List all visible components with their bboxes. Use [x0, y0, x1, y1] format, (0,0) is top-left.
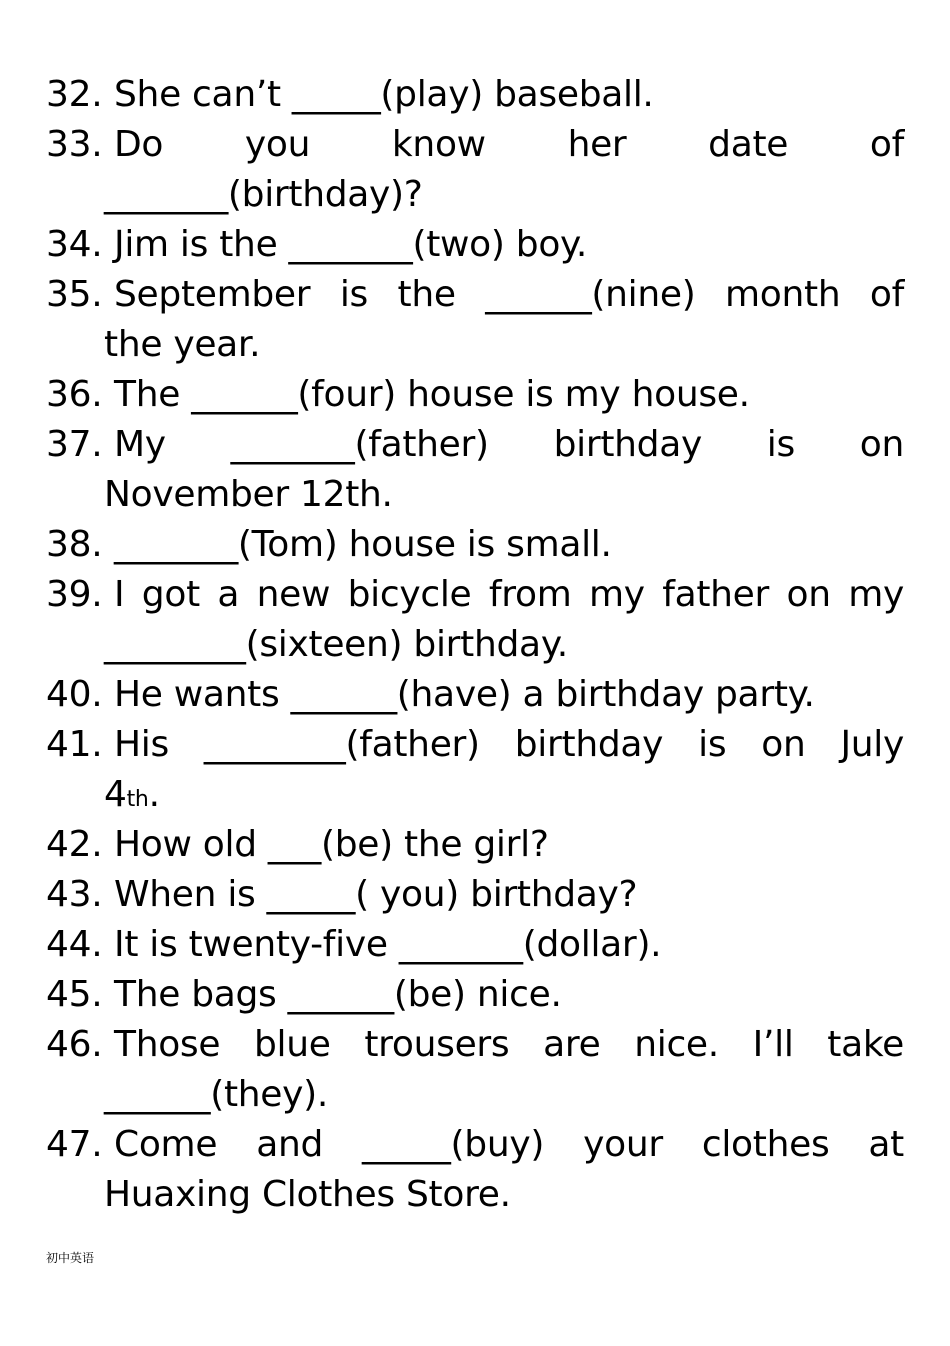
question-text: Jim is the _______(two) boy.: [114, 224, 588, 265]
question-number: 42.: [46, 824, 103, 865]
question-text-continued: ______(they).: [104, 1074, 329, 1115]
question-number: 43.: [46, 874, 103, 915]
question-number: 47.: [46, 1124, 103, 1165]
question-text: She can’t _____(play) baseball.: [114, 74, 654, 115]
question-number: 45.: [46, 974, 103, 1015]
question-text: I got a new bicycle from my father on my: [114, 574, 904, 615]
question-text-continued: [104, 770, 904, 820]
question-text-continued: _______(birthday)?: [104, 174, 423, 215]
question-number: 46.: [46, 1024, 103, 1065]
question-number: 41.: [46, 724, 103, 765]
date-period: .: [148, 774, 160, 815]
question-number: 34.: [46, 224, 103, 265]
question-text: My _______(father) birthday is on: [114, 424, 904, 465]
question-text-continued: ________(sixteen) birthday.: [104, 624, 568, 665]
question-text: Those blue trousers are nice. I’ll take: [114, 1024, 904, 1065]
question-text-continued: Huaxing Clothes Store.: [104, 1174, 511, 1215]
question-text: His ________(father) birthday is on July: [114, 724, 904, 765]
question-text: _______(Tom) house is small.: [114, 524, 612, 565]
question-number: 36.: [46, 374, 103, 415]
page-footer: 初中英语: [46, 1251, 95, 1265]
question-text: September is the ______(nine) month of: [114, 274, 904, 315]
question-text: The bags ______(be) nice.: [114, 974, 562, 1015]
question-text: He wants ______(have) a birthday party.: [114, 674, 815, 715]
date-day: 4: [104, 774, 127, 815]
question-text: Come and _____(buy) your clothes at: [114, 1124, 904, 1165]
question-number: 40.: [46, 674, 103, 715]
question-text: When is _____( you) birthday?: [114, 874, 638, 915]
question-text: Do you know her date of: [114, 124, 904, 165]
question-number: 39.: [46, 574, 103, 615]
question-text: It is twenty-five _______(dollar).: [114, 924, 662, 965]
question-text: The ______(four) house is my house.: [114, 374, 750, 415]
question-number: 44.: [46, 924, 103, 965]
question-text-continued: the year.: [104, 324, 261, 365]
question-number: 35.: [46, 274, 103, 315]
question-number: 32.: [46, 74, 103, 115]
date-suffix: th: [126, 787, 149, 812]
question-number: 37.: [46, 424, 103, 465]
question-text: How old ___(be) the girl?: [114, 824, 549, 865]
question-text-continued: November 12th.: [104, 474, 393, 515]
question-number: 38.: [46, 524, 103, 565]
question-number: 33.: [46, 124, 103, 165]
